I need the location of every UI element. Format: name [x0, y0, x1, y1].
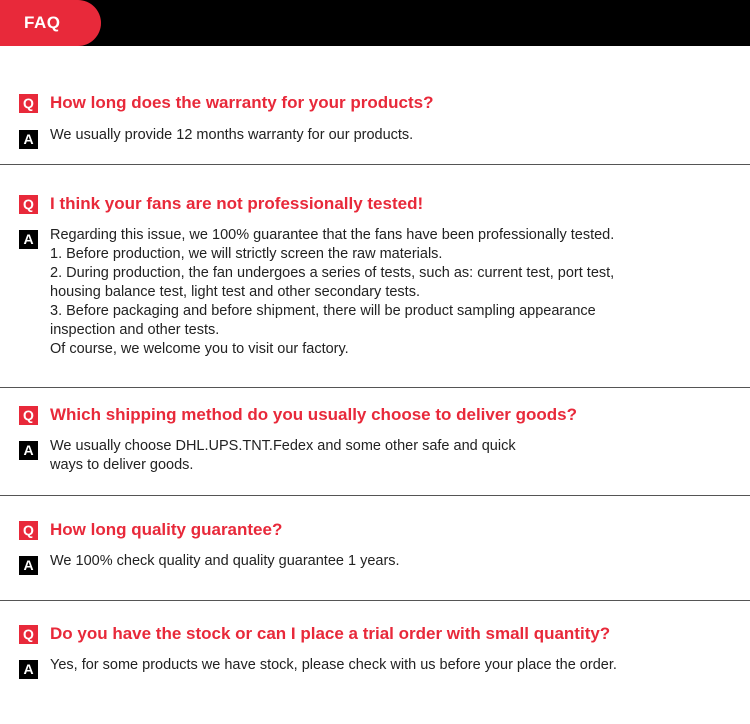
faq-title-tab: FAQ: [0, 0, 101, 46]
question-badge: Q: [19, 521, 38, 540]
answer-badge: A: [19, 556, 38, 575]
answer-badge: A: [19, 230, 38, 249]
faq-question: Do you have the stock or can I place a trial order with small quantity?: [50, 624, 611, 643]
question-badge: Q: [19, 195, 38, 214]
divider: [0, 495, 750, 496]
question-badge: Q: [19, 406, 38, 425]
faq-answer: Regarding this issue, we 100% guarantee that the fans have been professionally tested. 1. Before production, we will strictly screen the raw materials. 2. During production, the fan undergoes a series of tests, such as: current test, port test, housing balance test, light test and other secondary tests. 3. Before packaging and before shipment, there will be product sampling appearance inspection and other tests. Of course, we welcome you to visit our factory.: [50, 227, 615, 357]
faq-answer: We usually choose DHL.UPS.TNT.Fedex and some other safe and quick ways to deliver goods.: [50, 438, 516, 473]
divider: [0, 164, 750, 165]
faq-question: How long quality guarantee?: [50, 520, 283, 539]
faq-question: How long does the warranty for your products?: [50, 93, 434, 112]
answer-badge: A: [19, 441, 38, 460]
faq-question: I think your fans are not professionally tested!: [50, 194, 424, 213]
faq-question: Which shipping method do you usually choose to deliver goods?: [50, 405, 578, 424]
header-bar: [0, 0, 750, 46]
faq-answer: Yes, for some products we have stock, please check with us before your place the order.: [50, 657, 617, 673]
faq-answer: We usually provide 12 months warranty for our products.: [50, 127, 414, 143]
divider: [0, 387, 750, 388]
divider: [0, 600, 750, 601]
answer-badge: A: [19, 130, 38, 149]
faq-answer: We 100% check quality and quality guarantee 1 years.: [50, 553, 400, 569]
answer-badge: A: [19, 660, 38, 679]
question-badge: Q: [19, 625, 38, 644]
question-badge: Q: [19, 94, 38, 113]
